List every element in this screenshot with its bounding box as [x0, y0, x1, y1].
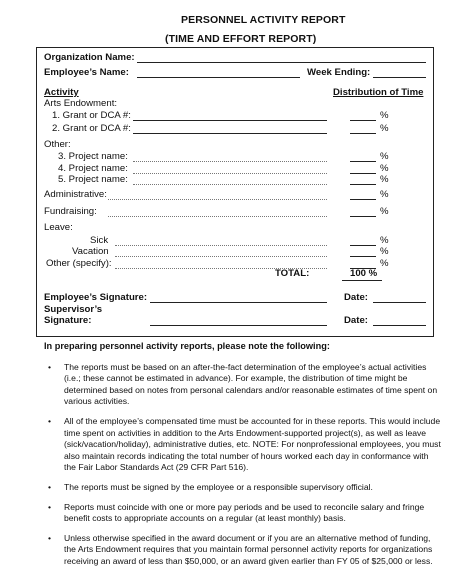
instruction-text: Reports must coincide with one or more pay periods and be used to reconcile salary and fringe benefit costs to appropriate accounts on a regular (at least monthly) basis. — [64, 501, 425, 524]
grant2-percent-field[interactable] — [350, 133, 376, 134]
project3-percent-field[interactable] — [350, 161, 376, 162]
grant1-field[interactable] — [133, 120, 327, 121]
project3-field[interactable] — [133, 161, 327, 162]
total-label: TOTAL: — [275, 268, 310, 279]
bullet-icon: • — [48, 415, 52, 426]
instruction-text: The reports must be based on an after-the-fact determination of the employee’s actual activities (i.e.; these cannot be estimated in advance). For example, the distribution of time might be determined based on notes from personal calendars and/or reasonable estimates of time spent on various activities. — [64, 361, 438, 407]
employee-signature-field[interactable] — [150, 302, 327, 303]
list-item — [44, 482, 442, 494]
vacation-field[interactable] — [115, 256, 327, 257]
instruction-text: All of the employee’s compensated time must be accounted for in these reports. This would include time spent on activities in addition to the Arts Endowment-supported project(s), as well as leave (sick/vacation/holiday), administrative duties, etc. NOTE: For nonprofessional employees, you must also maintain records indicating the total number of hours worked each day in conformance with the Fair Labor Standards Act (29 CFR Part 516). — [64, 415, 441, 473]
fundraising-label: Fundraising: — [44, 206, 97, 217]
administrative-field[interactable] — [108, 199, 327, 200]
supervisor-date-field[interactable] — [373, 325, 426, 326]
project5-percent-field[interactable] — [350, 184, 376, 185]
grant1-label: 1. Grant or DCA #: — [52, 110, 131, 121]
other-label: Other: — [44, 139, 71, 150]
percent-sign: % — [380, 123, 389, 134]
grant2-label: 2. Grant or DCA #: — [52, 123, 131, 134]
list-item — [44, 362, 442, 408]
administrative-percent-field[interactable] — [350, 199, 376, 200]
employee-date-field[interactable] — [373, 302, 426, 303]
instruction-text: The reports must be signed by the employee or a responsible supervisory official. — [64, 481, 373, 492]
grant1-percent-field[interactable] — [350, 120, 376, 121]
fundraising-field[interactable] — [108, 216, 327, 217]
employee-name-field[interactable] — [137, 77, 300, 78]
administrative-label: Administrative: — [44, 189, 107, 200]
percent-sign: % — [380, 163, 389, 174]
sick-label: Sick — [90, 235, 109, 246]
bullet-icon: • — [48, 532, 52, 543]
project4-label: 4. Project name: — [58, 163, 128, 174]
percent-sign: % — [380, 174, 389, 185]
instruction-text: Unless otherwise specified in the award document or if you are an alternative method of funding, the Arts Endowment requires that you maintain formal personnel activity reports for organizations receiving an award of less than $50,000, or an award given earlier than FY 05 of $25,000 or less. — [64, 532, 433, 566]
vacation-percent-field[interactable] — [350, 256, 376, 257]
project4-field[interactable] — [133, 173, 327, 174]
leave-label: Leave: — [44, 222, 73, 233]
supervisor-signature-label: Signature: — [44, 315, 92, 326]
total-value: 100 % — [350, 268, 378, 279]
percent-sign: % — [380, 206, 389, 217]
instructions — [44, 341, 442, 576]
list-item — [44, 416, 442, 474]
report-subtitle: (TIME AND EFFORT REPORT) — [165, 33, 317, 45]
sick-percent-field[interactable] — [350, 245, 376, 246]
employee-signature-label: Employee’s Signature: — [44, 292, 148, 303]
grant2-field[interactable] — [133, 133, 327, 134]
percent-sign: % — [380, 189, 389, 200]
project4-percent-field[interactable] — [350, 173, 376, 174]
total-underline — [342, 280, 382, 281]
list-item — [44, 533, 442, 568]
organization-name-label: Organization Name: — [44, 52, 135, 63]
list-item — [44, 502, 442, 525]
report-title: PERSONNEL ACTIVITY REPORT — [181, 14, 346, 26]
organization-name-field[interactable] — [137, 62, 426, 63]
percent-sign: % — [380, 235, 389, 246]
percent-sign: % — [380, 110, 389, 121]
percent-sign: % — [380, 246, 389, 257]
employee-name-label: Employee’s Name: — [44, 67, 129, 78]
project3-label: 3. Project name: — [58, 151, 128, 162]
arts-endowment-label: Arts Endowment: — [44, 98, 118, 109]
project5-label: 5. Project name: — [58, 174, 128, 185]
supervisor-date-label: Date: — [344, 315, 368, 326]
supervisor-signature-field[interactable] — [150, 325, 327, 326]
bullet-icon: • — [48, 481, 52, 492]
supervisor-label: Supervisor’s — [44, 304, 103, 315]
activity-header: Activity — [44, 87, 79, 98]
week-ending-label: Week Ending: — [307, 67, 371, 78]
sick-field[interactable] — [115, 245, 327, 246]
bullet-icon: • — [48, 361, 52, 372]
project5-field[interactable] — [133, 184, 327, 185]
vacation-label: Vacation — [72, 246, 109, 257]
distribution-header: Distribution of Time — [333, 87, 424, 98]
percent-sign: % — [380, 258, 389, 269]
fundraising-percent-field[interactable] — [350, 216, 376, 217]
instructions-heading: In preparing personnel activity reports, please note the following: — [44, 341, 330, 351]
bullet-icon: • — [48, 501, 52, 512]
other-specify-label: Other (specify): — [46, 258, 112, 269]
percent-sign: % — [380, 151, 389, 162]
employee-date-label: Date: — [344, 292, 368, 303]
week-ending-field[interactable] — [373, 77, 426, 78]
